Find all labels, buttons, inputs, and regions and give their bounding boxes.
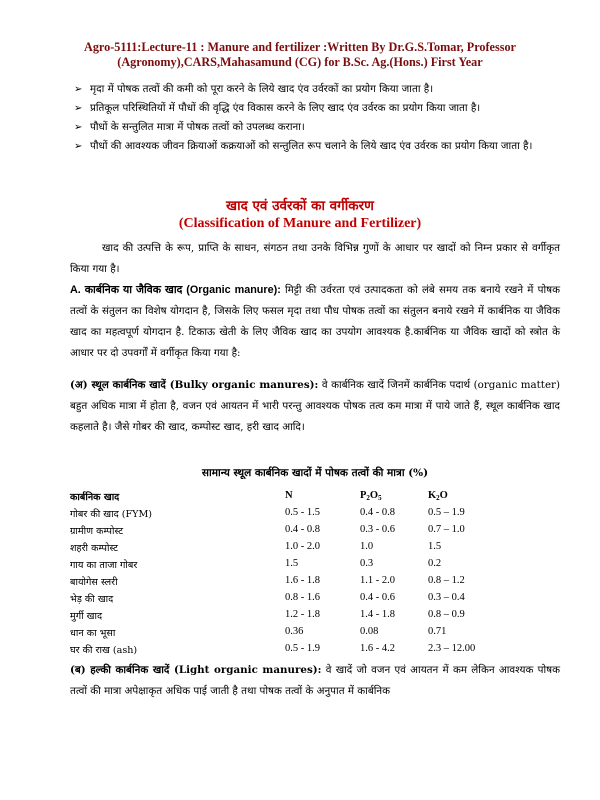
- cell-manure: गोबर की खाद (FYM): [70, 509, 153, 520]
- cell-p2o5: 0.3 - 0.6: [360, 524, 395, 535]
- organic-manure-text: मिट्टी की उर्वरता एवं उत्पादकता को लंबे समय तक बनाये रखने में पोषक तत्वों के संतुलन का विशेष योगदान है, जिसके लिए फसल मृदा तथा पौध पोषक तत्वों का संतुलन बनाये रखने में कार्बनिक या जैविक खाद का महत्वपूर्ण योगदान है. टिकाऊ खेती के लिए जैविक खाद का उपयोग आवश्यक है.कार्बनिक या जैविक खादों को स्त्रोत के आधार पर दो उपवर्गों में वर्गीकृत किया गया है:: [70, 284, 560, 359]
- cell-p2o5: 0.3: [360, 558, 374, 569]
- header-line-2: (Agronomy),CARS,Mahasamund (CG) for B.Sc. Ag.(Hons.) First Year: [117, 55, 483, 69]
- cell-p2o5: 1.0: [360, 541, 374, 552]
- cell-n: 0.5 - 1.5: [285, 507, 320, 518]
- organic-manure-paragraph: [70, 280, 560, 364]
- bullet-item: ➢ पौधों के सन्तुलित मात्रा में पोषक तत्वों को उपलब्ध कराना।: [90, 118, 560, 137]
- cell-n: 1.0 - 2.0: [285, 541, 320, 552]
- cell-k2o: 0.8 – 1.2: [428, 575, 465, 586]
- bulky-manure-heading: (अ) स्थूल कार्बनिक खादें (Bulky organic manures):: [70, 379, 319, 391]
- cell-p2o5: 1.6 - 4.2: [360, 643, 395, 654]
- light-manure-text: वे खादें जो वजन एवं आयतन में कम लेकिन आवश्यक पोषक तत्वों की मात्रा अपेक्षाकृत अधिक पाई जाती है तथा पोषक तत्वों के अनुपात में कार्बनिक: [70, 664, 560, 697]
- cell-manure: धान का भूसा: [70, 628, 116, 639]
- intro-paragraph: खाद की उत्पत्ति के रूप, प्राप्ति के साधन, संगठन तथा उनके विभिन्न गुणों के आधार पर खादों को निम्न प्रकार से वर्गीकृत किया गया है।: [70, 242, 560, 275]
- cell-p2o5: 1.1 - 2.0: [360, 575, 395, 586]
- cell-manure: मुर्गी खाद: [70, 611, 103, 622]
- organic-manure-heading: A. कार्बनिक या जैविक खाद (Organic manure):: [70, 284, 281, 296]
- nutrient-table-title: सामान्य स्थूल कार्बनिक खादों में पोषक तत्वों की मात्रा (%): [201, 467, 429, 479]
- cell-p2o5: 0.4 - 0.6: [360, 592, 395, 603]
- cell-k2o: 0.3 – 0.4: [428, 592, 465, 603]
- bulky-manure-paragraph: [70, 375, 560, 438]
- column-header-n: N: [285, 490, 293, 501]
- arrow-bullet-icon: ➢: [74, 141, 83, 152]
- bulky-manure-text: वे कार्बनिक खादें जिनमें कार्बनिक पदार्थ (organic matter) बहुत अधिक मात्रा में होता है, वजन एवं आयतन में भारी परन्तु आवश्यक पोषक तत्व कम मात्रा में पाये जाते हैं, स्थूल कार्बनिक खाद कहलाते है। जैसे गोबर की खाद, कम्पोस्ट खाद, हरी खाद आदि।: [70, 379, 560, 433]
- bullet-item: ➢ पौधों की आवश्यक जीवन क्रियाओं कक्रयाओं को सन्तुलित रूप चलाने के लिये खाद एंव उर्वरक का प्रयोग किया जाता है।: [90, 137, 560, 156]
- page-header: [40, 40, 560, 70]
- cell-n: 0.4 - 0.8: [285, 524, 320, 535]
- cell-n: 0.5 - 1.9: [285, 643, 320, 654]
- cell-manure: भेड़ की खाद: [70, 594, 114, 605]
- cell-p2o5: 1.4 - 1.8: [360, 609, 395, 620]
- arrow-bullet-icon: ➢: [74, 103, 83, 114]
- cell-k2o: 0.2: [428, 558, 442, 569]
- cell-n: 0.8 - 1.6: [285, 592, 320, 603]
- cell-n: 1.2 - 1.8: [285, 609, 320, 620]
- cell-p2o5: 0.08: [360, 626, 379, 637]
- light-manure-paragraph: [70, 660, 560, 702]
- cell-n: 1.6 - 1.8: [285, 575, 320, 586]
- objective-bullet-list: [74, 80, 560, 156]
- cell-manure: शहरी कम्पोस्ट: [70, 543, 119, 554]
- header-line-1: Agro-5111:Lecture-11 : Manure and fertilizer :Written By Dr.G.S.Tomar, Professor: [84, 40, 516, 54]
- cell-k2o: 2.3 – 12.00: [428, 643, 476, 654]
- cell-k2o: 0.5 – 1.9: [428, 507, 465, 518]
- cell-manure: ग्रामीण कम्पोस्ट: [70, 526, 124, 537]
- cell-k2o: 1.5: [428, 541, 442, 552]
- cell-n: 0.36: [285, 626, 304, 637]
- column-header-k2o: $K_2O$: [428, 490, 448, 502]
- cell-p2o5: 0.4 - 0.8: [360, 507, 395, 518]
- light-manure-heading: (ब) हल्की कार्बनिक खादें (Light organic manures):: [70, 664, 322, 676]
- section-title-hindi: खाद एवं उर्वरकों का वर्गीकरण: [226, 198, 374, 214]
- column-header-p2o5: $P_2O_5$: [360, 490, 382, 502]
- arrow-bullet-icon: ➢: [74, 122, 83, 133]
- bullet-item: ➢ प्रतिकूल परिस्थितियों में पौधों की वृद्धि एंव विकास करने के लिए खाद एंव उर्वरक का प्रयोग किया जाता है।: [90, 99, 560, 118]
- cell-k2o: 0.7 – 1.0: [428, 524, 465, 535]
- cell-k2o: 0.71: [428, 626, 447, 637]
- cell-n: 1.5: [285, 558, 299, 569]
- cell-k2o: 0.8 – 0.9: [428, 609, 465, 620]
- arrow-bullet-icon: ➢: [74, 84, 83, 95]
- cell-manure: गाय का ताजा गोबर: [70, 560, 138, 571]
- cell-manure: घर की राख (ash): [70, 645, 138, 656]
- column-header-manure: कार्बनिक खाद: [70, 492, 120, 503]
- section-title-english: (Classification of Manure and Fertilizer): [178, 216, 422, 231]
- cell-manure: बायोगेस स्लरी: [70, 577, 118, 588]
- bullet-item: ➢ मृदा में पोषक तत्वों की कमी को पूरा करने के लिये खाद एंव उर्वरकों का प्रयोग किया जाता है।: [90, 80, 560, 99]
